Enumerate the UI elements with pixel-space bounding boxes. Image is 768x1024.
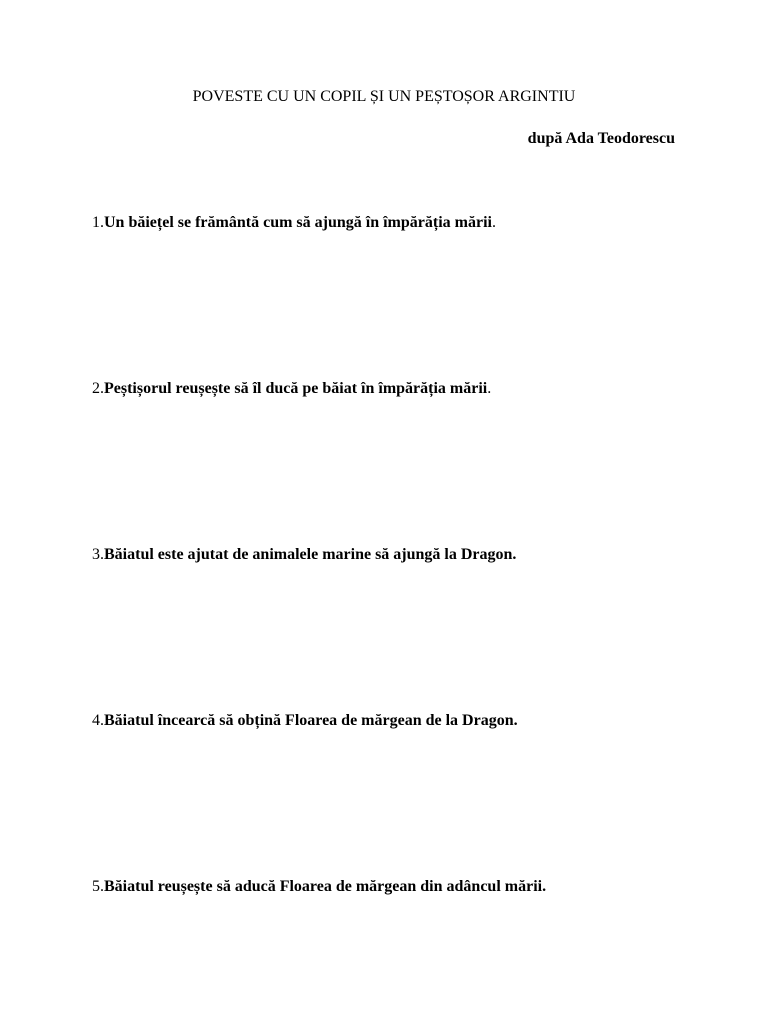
list-item-number: 5. [92,878,104,895]
list-item-2 [92,379,491,399]
list-item-4 [92,711,518,731]
list-item-number: 2. [92,380,104,397]
list-item-number: 3. [92,546,104,563]
list-item-5 [92,877,546,897]
list-item-end: . [487,380,492,397]
document-title: POVESTE CU UN COPIL ȘI UN PEȘTOȘOR ARGINTIU [192,88,576,105]
list-item-1 [92,213,496,233]
list-item-text: Băiatul încearcă să obțină Floarea de mărgean de la Dragon. [104,712,518,729]
list-item-text: Băiatul reușește să aducă Floarea de mărgean din adâncul mării. [104,878,547,895]
list-item-number: 1. [92,214,104,231]
list-item-3 [92,545,516,565]
list-item-text: Un băiețel se frământă cum să ajungă în împărăția mării [104,214,492,231]
list-item-text: Peștișorul reușește să îl ducă pe băiat în împărăția mării [104,380,488,397]
document-author: după Ada Teodorescu [527,130,675,147]
list-item-text: Băiatul este ajutat de animalele marine să ajungă la Dragon. [104,546,517,563]
list-item-end: . [491,214,496,231]
list-item-number: 4. [92,712,104,729]
